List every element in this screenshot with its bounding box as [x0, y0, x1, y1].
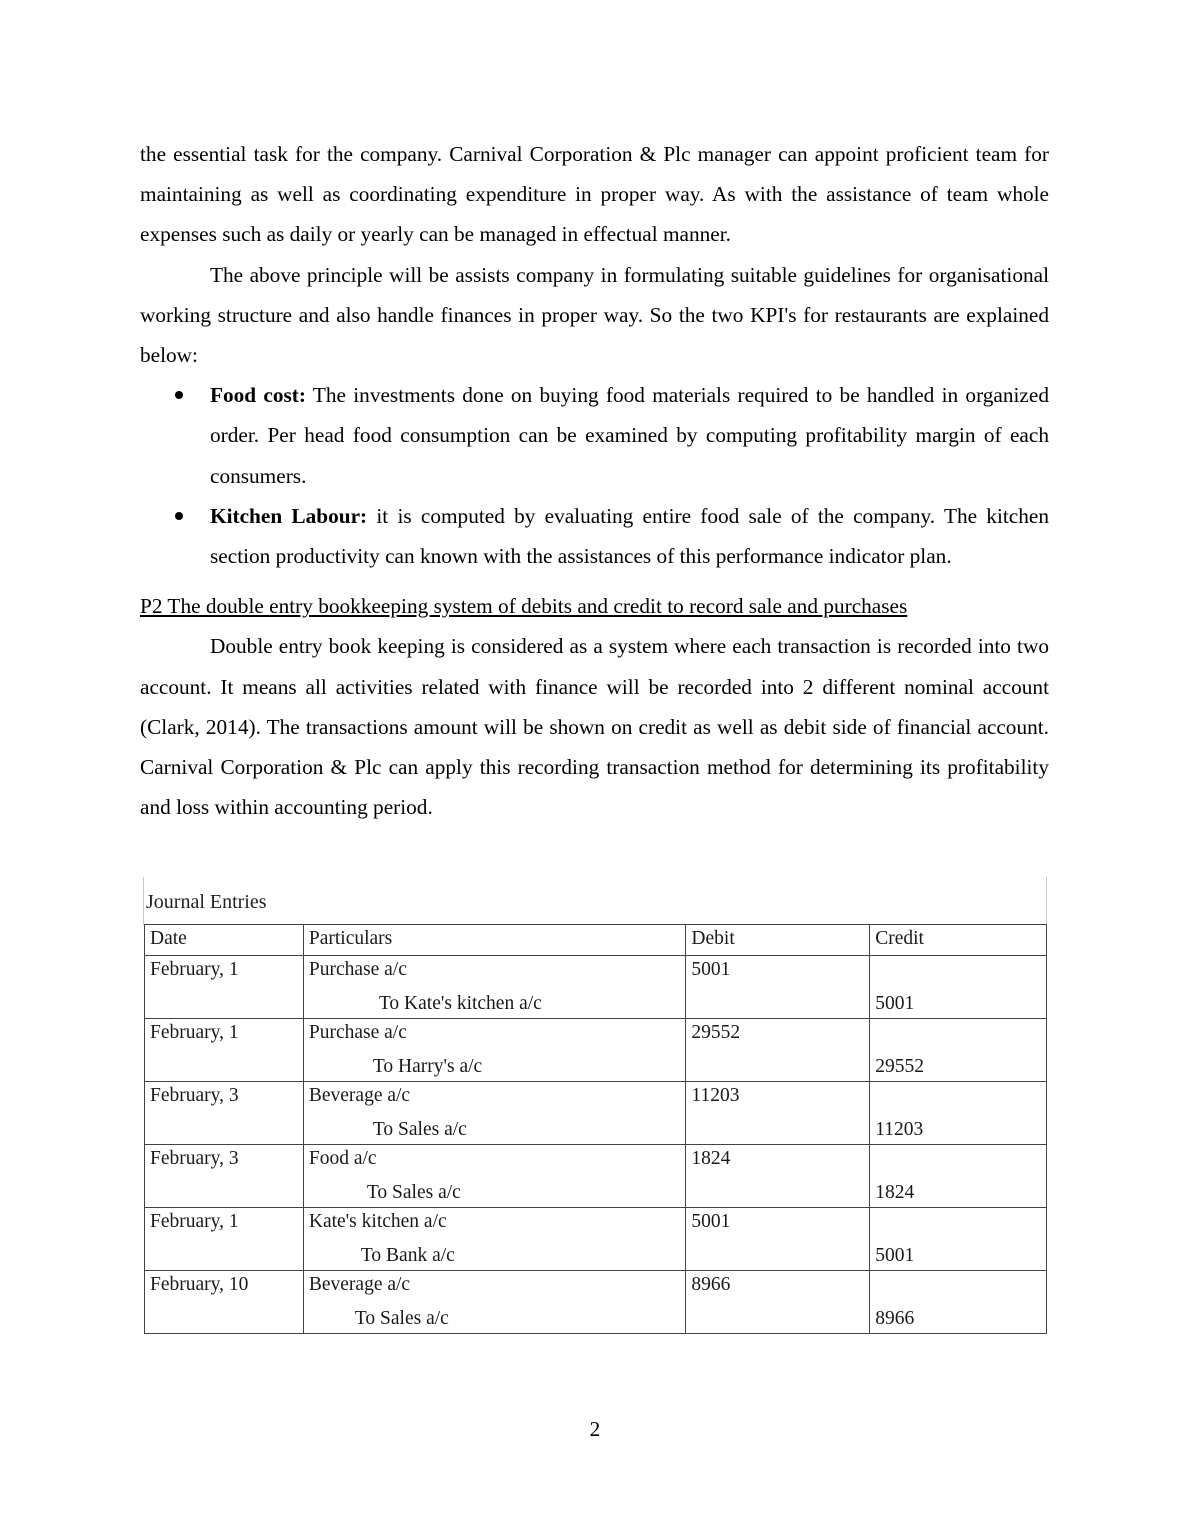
kpi-list: [140, 375, 1049, 576]
credit-amount: 11203: [875, 1119, 924, 1140]
table-row: [145, 1019, 1047, 1082]
debit-amount: 1824: [691, 1148, 731, 1169]
header-credit: Credit: [870, 925, 1047, 956]
debit-account: Food a/c: [308, 1148, 377, 1169]
credit-amount: 5001: [875, 993, 915, 1014]
table-row: [145, 1271, 1047, 1334]
kpi-item-kitchen-labour: [140, 496, 1049, 576]
credit-account: To Sales a/c: [372, 1119, 467, 1140]
document-body: [140, 134, 1049, 827]
table-row: [145, 1208, 1047, 1271]
debit-amount: 8966: [691, 1274, 731, 1295]
kpi-title: Kitchen Labour:: [210, 503, 368, 528]
credit-account: To Harry's a/c: [372, 1056, 483, 1077]
credit-account: To Sales a/c: [354, 1308, 449, 1329]
journal-title: Journal Entries: [146, 891, 267, 913]
page-number: 2: [589, 1417, 601, 1441]
debit-account: Purchase a/c: [308, 1022, 407, 1043]
header-debit: Debit: [686, 925, 870, 956]
entry-date: February, 3: [150, 1148, 239, 1169]
paragraph-double-entry: Double entry book keeping is considered as a system where each transaction is recorded into two account. It means all activities related with finance will be recorded into 2 different nominal account (Clark, 2014). The transactions amount will be shown on credit as well as debit side of financial account. Carnival Corporation & Plc can apply this recording transaction method for determining its profitability and loss within accounting period.: [140, 634, 1049, 820]
debit-account: Beverage a/c: [308, 1274, 411, 1295]
kpi-text: it is computed by evaluating entire food sale of the company. The kitchen section productivity can known with the assistances of this performance indicator plan.: [210, 503, 1049, 569]
section-heading: P2 The double entry bookkeeping system of debits and credit to record sale and purchases: [140, 594, 908, 619]
bullet-icon: [175, 391, 183, 399]
table-row: [145, 1145, 1047, 1208]
journal-title-frame: [143, 877, 1047, 925]
debit-amount: 11203: [691, 1085, 740, 1106]
header-date: Date: [145, 925, 304, 956]
credit-account: To Sales a/c: [366, 1182, 461, 1203]
debit-amount: 29552: [691, 1022, 741, 1043]
bullet-icon: [175, 512, 183, 520]
debit-account: Beverage a/c: [308, 1085, 411, 1106]
credit-amount: 1824: [875, 1182, 915, 1203]
kpi-item-food-cost: [140, 375, 1049, 496]
debit-amount: 5001: [691, 959, 731, 980]
credit-account: To Kate's kitchen a/c: [378, 993, 542, 1014]
kpi-text: The investments done on buying food materials required to be handled in organized order. Per head food consumption can be examined by computing profitability margin of each consumers.: [210, 383, 1049, 488]
paragraph-expenditure: the essential task for the company. Carnival Corporation & Plc manager can appoint proficient team for maintaining as well as coordinating expenditure in proper way. As with the assistance of team whole expenses such as daily or yearly can be managed in effectual manner.: [140, 142, 1049, 247]
entry-date: February, 1: [150, 959, 239, 980]
entry-date: February, 1: [150, 1022, 239, 1043]
entry-date: February, 1: [150, 1211, 239, 1232]
journal-entries-figure: [143, 877, 1047, 1337]
journal-table: [144, 924, 1047, 1334]
credit-amount: 5001: [875, 1245, 915, 1266]
paragraph-principle: The above principle will be assists company in formulating suitable guidelines for organisational working structure and also handle finances in proper way. So the two KPI's for restaurants are explained below:: [140, 262, 1049, 368]
credit-account: To Bank a/c: [360, 1245, 455, 1266]
table-header-row: [145, 925, 1047, 956]
table-row: [145, 1082, 1047, 1145]
entry-date: February, 3: [150, 1085, 239, 1106]
entry-date: February, 10: [150, 1274, 249, 1295]
debit-account: Purchase a/c: [308, 959, 407, 980]
debit-amount: 5001: [691, 1211, 731, 1232]
credit-amount: 8966: [875, 1308, 915, 1329]
kpi-title: Food cost:: [210, 383, 306, 408]
credit-amount: 29552: [875, 1056, 924, 1077]
table-row: [145, 956, 1047, 1019]
debit-account: Kate's kitchen a/c: [308, 1211, 447, 1232]
header-particulars: Particulars: [303, 925, 686, 956]
